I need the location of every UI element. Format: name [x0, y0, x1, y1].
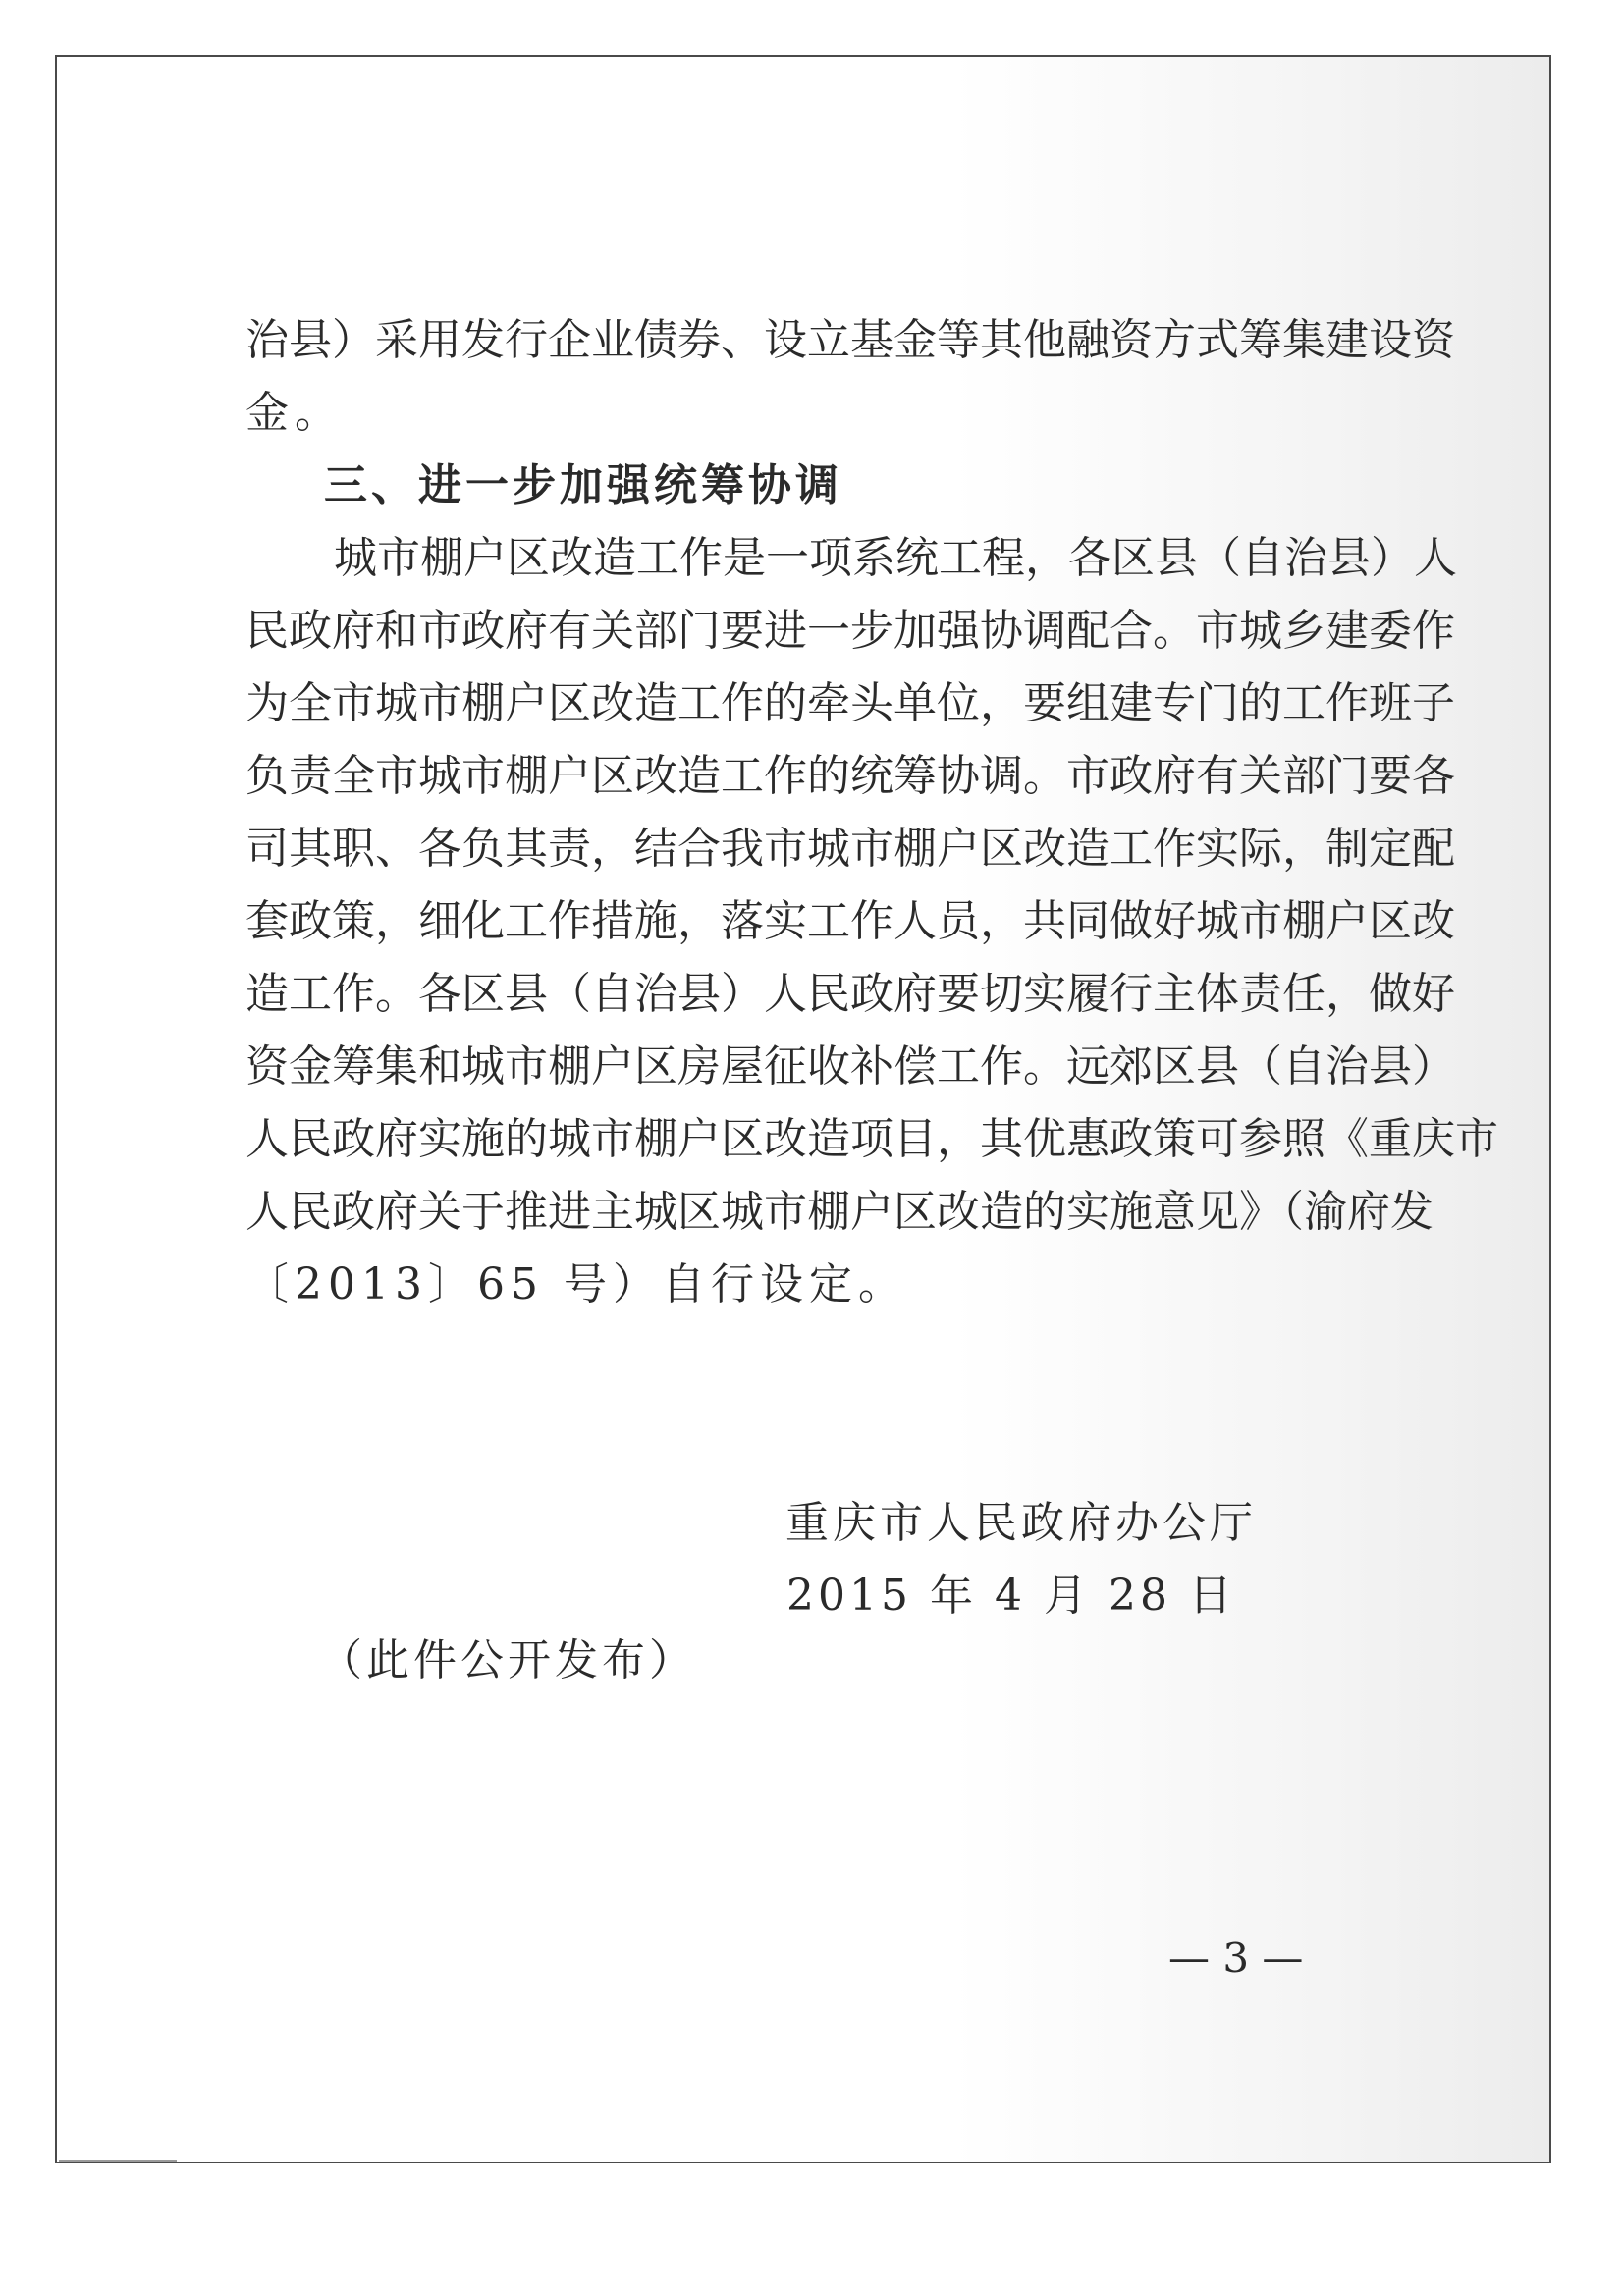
release-note: （此件公开发布） — [319, 1635, 696, 1685]
text-line: 治县）采用发行企业债券、设立基金等其他融资方式筹集建设资 — [245, 315, 1455, 365]
signature-block — [785, 1487, 1257, 1632]
page-number: — 3 — — [1168, 1934, 1304, 1982]
paragraph-line: 套政策，细化工作措施，落实工作人员，共同做好城市棚户区改 — [245, 896, 1455, 946]
paragraph-line: 民政府和市政府有关部门要进一步加强协调配合。市城乡建委作 — [245, 606, 1455, 656]
paragraph-line: 〔2013〕65 号）自行设定。 — [245, 1259, 907, 1309]
paragraph-line: 司其职、各负其责，结合我市城市棚户区改造工作实际，制定配 — [245, 824, 1455, 874]
paragraph-line: 造工作。各区县（自治县）人民政府要切实履行主体责任，做好 — [245, 969, 1455, 1019]
scan-artifact-line — [59, 2160, 177, 2162]
document-body — [245, 304, 1498, 1321]
paragraph-line: 为全市城市棚户区改造工作的牵头单位，要组建专门的工作班子 — [245, 678, 1455, 728]
section-heading: 三、进一步加强统筹协调 — [324, 460, 842, 510]
text-line: 金。 — [245, 388, 344, 438]
issue-date: 2015 年 4 月 28 日 — [786, 1571, 1236, 1621]
paragraph-line: 资金筹集和城市棚户区房屋征收补偿工作。远郊区县（自治县） — [245, 1041, 1455, 1092]
paragraph-line: 人民政府关于推进主城区城市棚户区改造的实施意见》（渝府发 — [245, 1187, 1434, 1237]
paragraph-line: 负责全市城市棚户区改造工作的统筹协调。市政府有关部门要各 — [245, 751, 1455, 801]
issuer-name: 重庆市人民政府办公厅 — [785, 1498, 1257, 1548]
paragraph-line: 城市棚户区改造工作是一项系统工程，各区县（自治县）人 — [334, 533, 1457, 583]
section-paragraph — [245, 522, 1498, 1321]
paragraph-line: 人民政府实施的城市棚户区改造项目，其优惠政策可参照《重庆市 — [245, 1114, 1498, 1164]
